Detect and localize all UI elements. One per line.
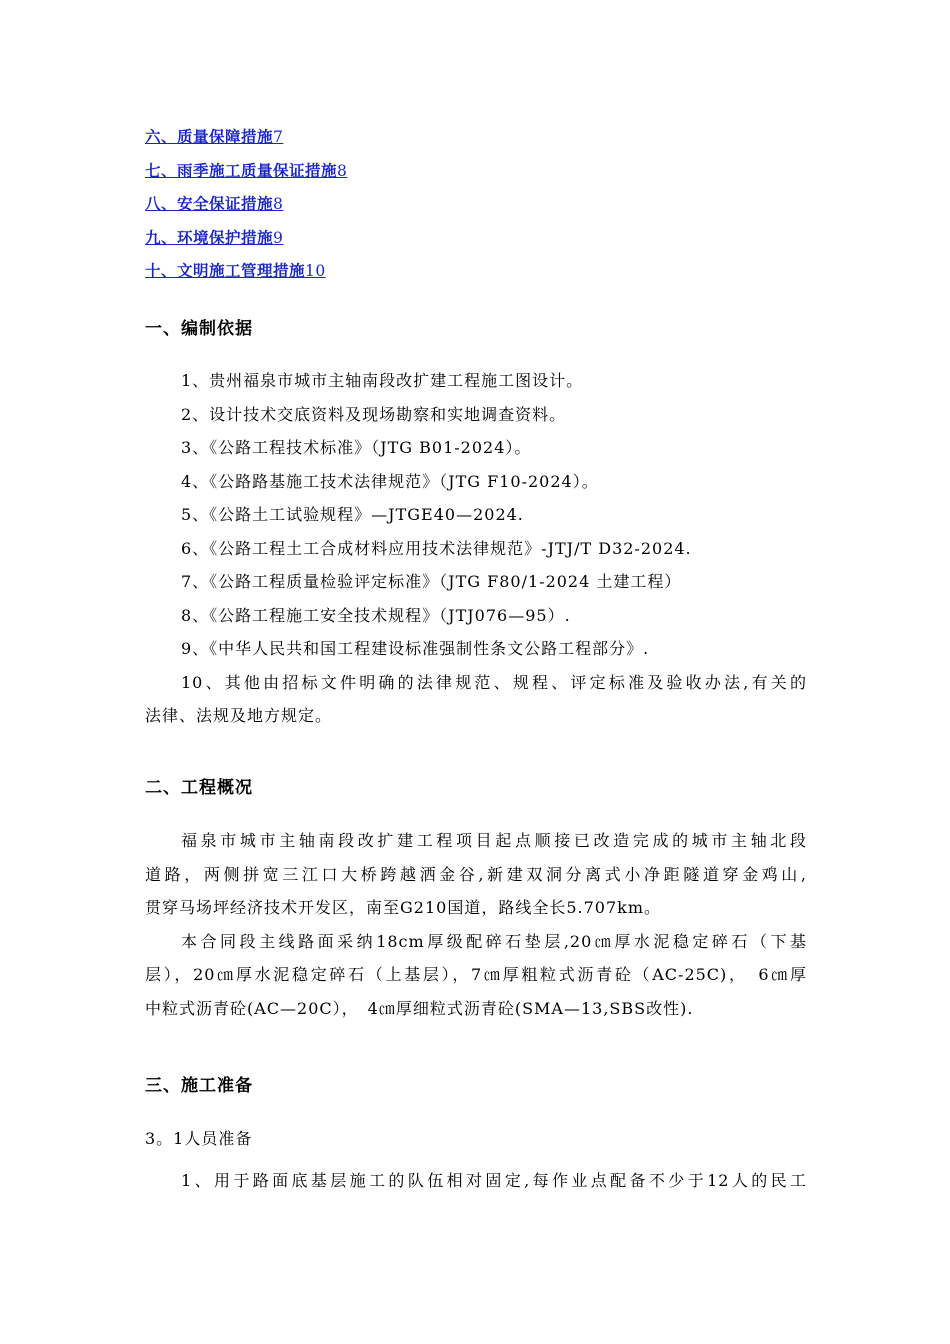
subsection-title: 3。1人员准备 bbox=[145, 1129, 253, 1148]
paragraph-line: 层），20㎝厚水泥稳定碎石（上基层），7㎝厚粗粒式沥青砼（AC-25C)， 6㎝厚 bbox=[145, 965, 807, 984]
paragraph-line: 贯穿马场坪经济技术开发区，南至G210国道，路线全长5.707km。 bbox=[145, 898, 661, 917]
toc-link-rainy-season[interactable]: 七、雨季施工质量保证措施8 bbox=[145, 160, 348, 180]
list-item: 8、《公路工程施工安全技术规程》（JTJ076—95）. bbox=[181, 605, 571, 625]
paragraph-line: 1、用于路面底基层施工的队伍相对固定,每作业点配备不少于12人的民工 bbox=[181, 1171, 807, 1190]
paragraph-line: 中粒式沥青砼(AC—20C）， 4㎝厚细粒式沥青砼(SMA—13,SBS改性). bbox=[145, 998, 694, 1018]
list-item: 4、《公路路基施工技术法律规范》（JTG F10-2024）。 bbox=[181, 471, 599, 491]
section-heading-preparation: 三、施工准备 bbox=[145, 1076, 253, 1096]
list-item: 7、《公路工程质量检验评定标准》（JTG F80/1-2024 土建工程） bbox=[181, 572, 682, 591]
subsection-personnel bbox=[145, 1122, 807, 1156]
toc-link-environment[interactable]: 九、环境保护措施9 bbox=[145, 227, 284, 247]
paragraph-line: 本合同段主线路面采纳18cm厚级配碎石垫层,20㎝厚水泥稳定碎石（下基 bbox=[181, 931, 807, 951]
toc-link-safety[interactable]: 八、安全保证措施8 bbox=[145, 194, 284, 213]
toc-link-civilized-construction[interactable]: 十、文明施工管理措施10 bbox=[145, 261, 326, 280]
list-item: 5、《公路土工试验规程》—JTGE40—2024. bbox=[181, 505, 524, 524]
section-heading-basis: 一、编制依据 bbox=[145, 319, 253, 339]
basis-list bbox=[145, 364, 807, 733]
paragraph-line: 道路，两侧拼宽三江口大桥跨越洒金谷,新建双洞分离式小净距隧道穿金鸡山, bbox=[145, 864, 807, 884]
list-item: 2、设计技术交底资料及现场勘察和实地调查资料。 bbox=[181, 404, 567, 424]
toc-link-quality[interactable]: 六、质量保障措施7 bbox=[145, 127, 284, 146]
table-of-contents bbox=[145, 124, 347, 292]
section-heading-overview: 二、工程概况 bbox=[145, 778, 253, 798]
list-item-continuation: 法律、法规及地方规定。 bbox=[145, 706, 333, 725]
list-item: 6、《公路工程土工合成材料应用技术法律规范》-JTJ/T D32-2024. bbox=[181, 538, 692, 558]
list-item: 10、其他由招标文件明确的法律规范、规程、评定标准及验收办法,有关的 bbox=[181, 672, 807, 692]
preparation-paragraph bbox=[145, 1164, 807, 1198]
paragraph-line: 福泉市城市主轴南段改扩建工程项目起点顺接已改造完成的城市主轴北段 bbox=[181, 831, 807, 850]
list-item: 9、《中华人民共和国工程建设标准强制性条文公路工程部分》. bbox=[181, 639, 650, 658]
list-item: 3、《公路工程技术标准》（JTG B01-2024）。 bbox=[181, 438, 532, 457]
overview-paragraph-1 bbox=[145, 824, 807, 1025]
list-item: 1、贵州福泉市城市主轴南段改扩建工程施工图设计。 bbox=[181, 371, 584, 390]
